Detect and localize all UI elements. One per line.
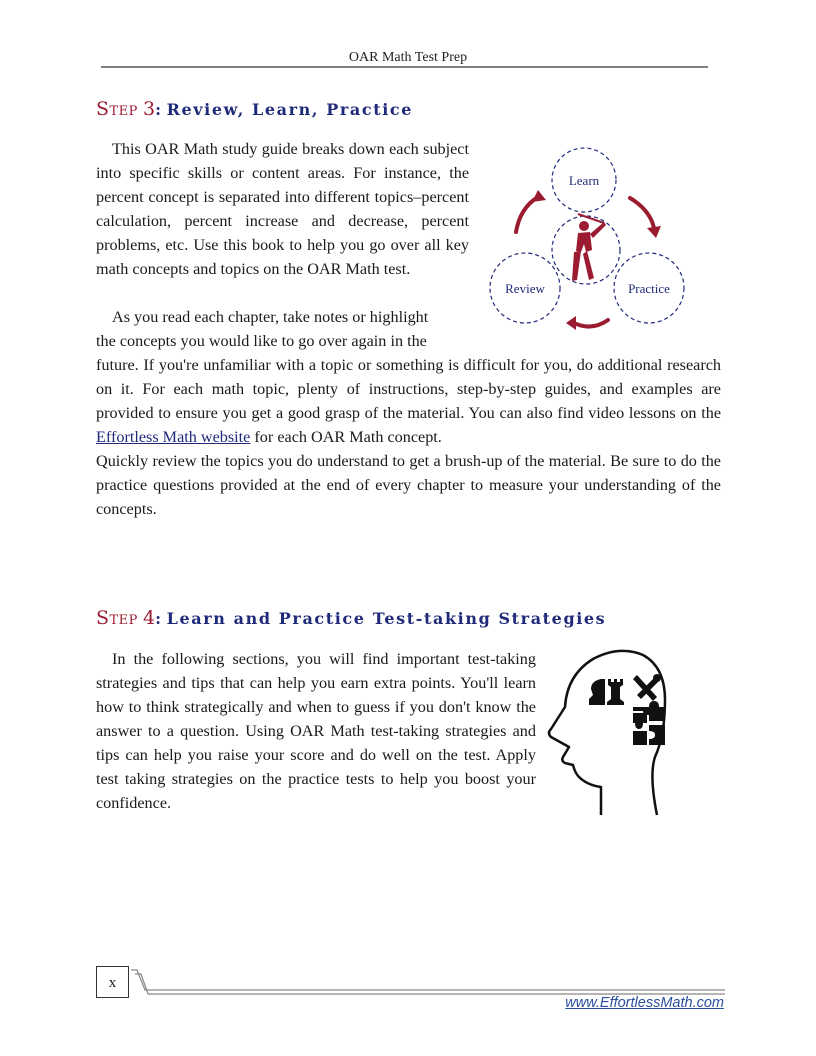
- footer-website-link[interactable]: www.EffortlessMath.com: [565, 995, 724, 1011]
- arrowhead-2: [647, 226, 661, 238]
- arrow-learn-to-practice: [630, 198, 654, 228]
- step3-paragraph-1: This OAR Math study guide breaks down each subject into specific skills or content areas. For instance, the percent concept is separated into different topics–percent calculation, percent increase and decrease, percent problems, etc. Use this book to help you go over all key math concepts and topics on the OAR Math test.: [96, 140, 469, 278]
- running-header: OAR Math Test Prep: [348, 50, 468, 65]
- step3-title: Review, Learn, Practice: [166, 100, 414, 119]
- effortless-math-link[interactable]: Effortless Math website: [96, 428, 251, 446]
- step4-heading: Step 4: Learn and Practice Test-taking Strategies: [96, 607, 607, 629]
- review-label: Review: [505, 281, 545, 296]
- step4-paragraph: In the following sections, you will find important test-taking strategies and tips that can help you earn extra points. You'll learn how to think strategically and when to guess if you don't know the answer to a question. Using OAR Math test-taking strategies and tips can help you raise your score and do well on the test. Apply test taking strategies on the practice tests to help you boost your confidence.: [96, 650, 536, 812]
- practice-label: Practice: [628, 281, 670, 296]
- review-learn-practice-diagram: [486, 140, 686, 330]
- step3-paragraph-2-tail: for each OAR Math concept.: [250, 428, 442, 446]
- arrow-review-to-learn: [516, 197, 538, 232]
- step3-paragraph-2-text: future. If you're unfamiliar with a topic or something is difficult for you, do additional research on it. For each math topic, plenty of instructions, step-by-step guides, and examples are provided to ensure you get a good grasp of the material. You can also find video lessons on the: [96, 356, 721, 422]
- step4-word: Step: [96, 607, 138, 629]
- learn-label: Learn: [568, 173, 600, 188]
- footer-rule: [131, 968, 725, 996]
- step3-paragraph-2-line-2: the concepts you would like to go over again in the: [96, 332, 427, 350]
- step4-number: 4: [143, 607, 156, 629]
- chess-rook-icon: [607, 679, 624, 705]
- chess-knight-icon: [589, 679, 605, 705]
- puzzle-icon: [633, 701, 665, 745]
- arrow-practice-to-review: [572, 320, 608, 327]
- step3-number: 3: [143, 98, 156, 120]
- header-rule: [101, 66, 708, 68]
- step3-word: Step: [96, 98, 138, 120]
- arrowhead-3: [566, 316, 576, 330]
- arrowhead-1: [532, 190, 546, 202]
- strategy-head-icon: [545, 645, 670, 820]
- step3-paragraph-2-line-1: As you read each chapter, take notes or highlight: [112, 308, 429, 326]
- page-number: x: [96, 966, 129, 998]
- step3-heading: Step 3: Review, Learn, Practice: [96, 98, 414, 120]
- tools-icon: [633, 674, 661, 701]
- golfer-icon: [572, 214, 606, 281]
- step4-title: Learn and Practice Test-taking Strategies: [166, 609, 607, 628]
- step3-paragraph-2: [96, 353, 721, 449]
- step3-paragraph-3: Quickly review the topics you do understand to get a brush-up of the material. Be sure to do the practice questions provided at the end of every chapter to measure your understanding of the concepts.: [96, 452, 721, 518]
